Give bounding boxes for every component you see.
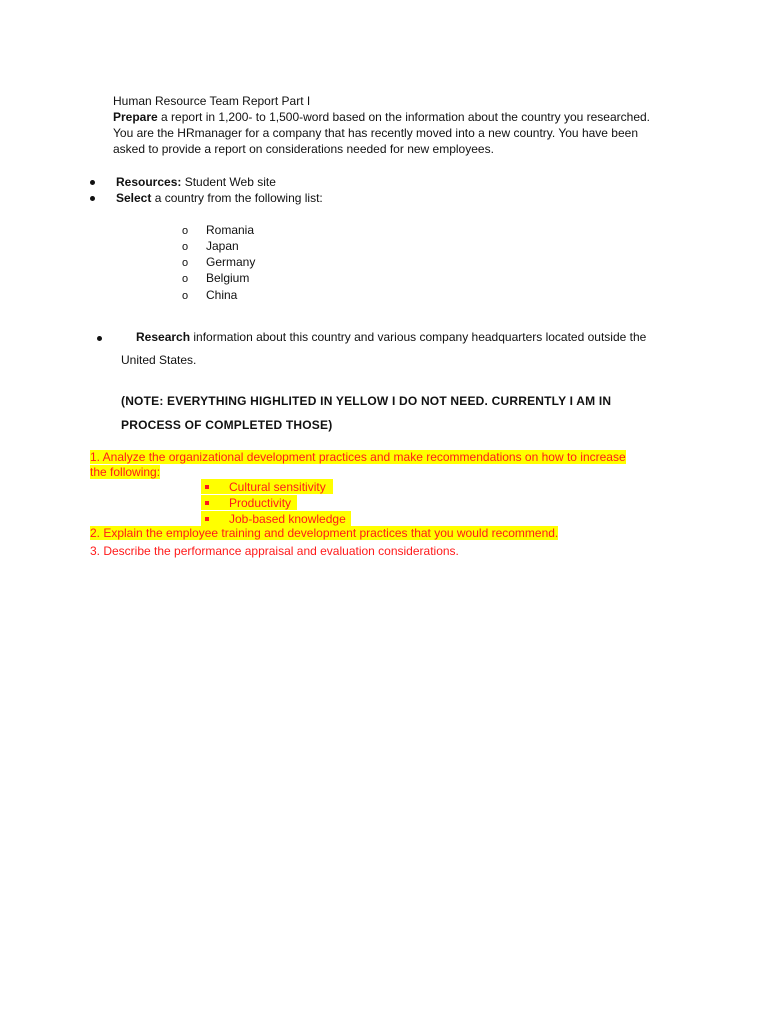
task-2-text: 2. Explain the employee training and development practices that you would recommend. [90,526,559,540]
subitem-productivity: Productivity [229,496,292,510]
prepare-line-1 [113,109,650,125]
country-item: Japan [206,239,239,253]
task-1-text-1: 1. Analyze the organizational development practices and make recommendations on how to increase [90,450,626,464]
task-2 [90,525,558,541]
resources-label: Resources: [116,175,182,189]
research-text-1: information about this country and various company headquarters located outside the [190,330,647,344]
task-1-line-1 [90,449,626,465]
research-line-1 [136,329,646,345]
prepare-label: Prepare [113,110,158,124]
prepare-line-2: You are the HRmanager for a company that has recently moved into a new country. You have been [113,126,638,140]
country-item: Romania [206,223,255,237]
task-1-line-2 [90,464,160,480]
prepare-line-3: asked to provide a report on considerations needed for new employees. [113,142,494,156]
bullet-dot [90,196,95,201]
select-item [116,190,323,206]
list-marker: o [182,273,189,285]
task-3: 3. Describe the performance appraisal and evaluation considerations. [90,544,459,558]
subitem-job-knowledge: Job-based knowledge [229,512,346,526]
note-line-1: (NOTE: EVERYTHING HIGHLITED IN YELLOW I DO NOT NEED. CURRENTLY I AM IN [121,394,612,408]
bullet-dot [97,336,102,341]
country-item: Belgium [206,271,250,285]
square-bullet-icon [205,517,209,521]
resources-text: Student Web site [181,175,276,189]
resources-item [116,174,276,190]
country-item: Germany [206,255,256,269]
square-bullet-icon [205,501,209,505]
list-marker: o [182,290,189,302]
list-marker: o [182,241,189,253]
select-text: a country from the following list: [151,191,323,205]
prepare-text-1: a report in 1,200- to 1,500-word based on the information about the country you researched. [157,110,651,124]
task-1-text-2: the following: [90,465,161,479]
square-bullet-icon [205,485,209,489]
country-item: China [206,288,238,302]
research-line-2: United States. [121,353,197,367]
select-label: Select [116,191,152,205]
research-label: Research [136,330,191,344]
list-marker: o [182,257,189,269]
bullet-dot [90,180,95,185]
list-marker: o [182,225,189,237]
document-title: Human Resource Team Report Part I [113,94,311,108]
subitem-cultural: Cultural sensitivity [229,480,326,494]
note-line-2: PROCESS OF COMPLETED THOSE) [121,418,333,432]
